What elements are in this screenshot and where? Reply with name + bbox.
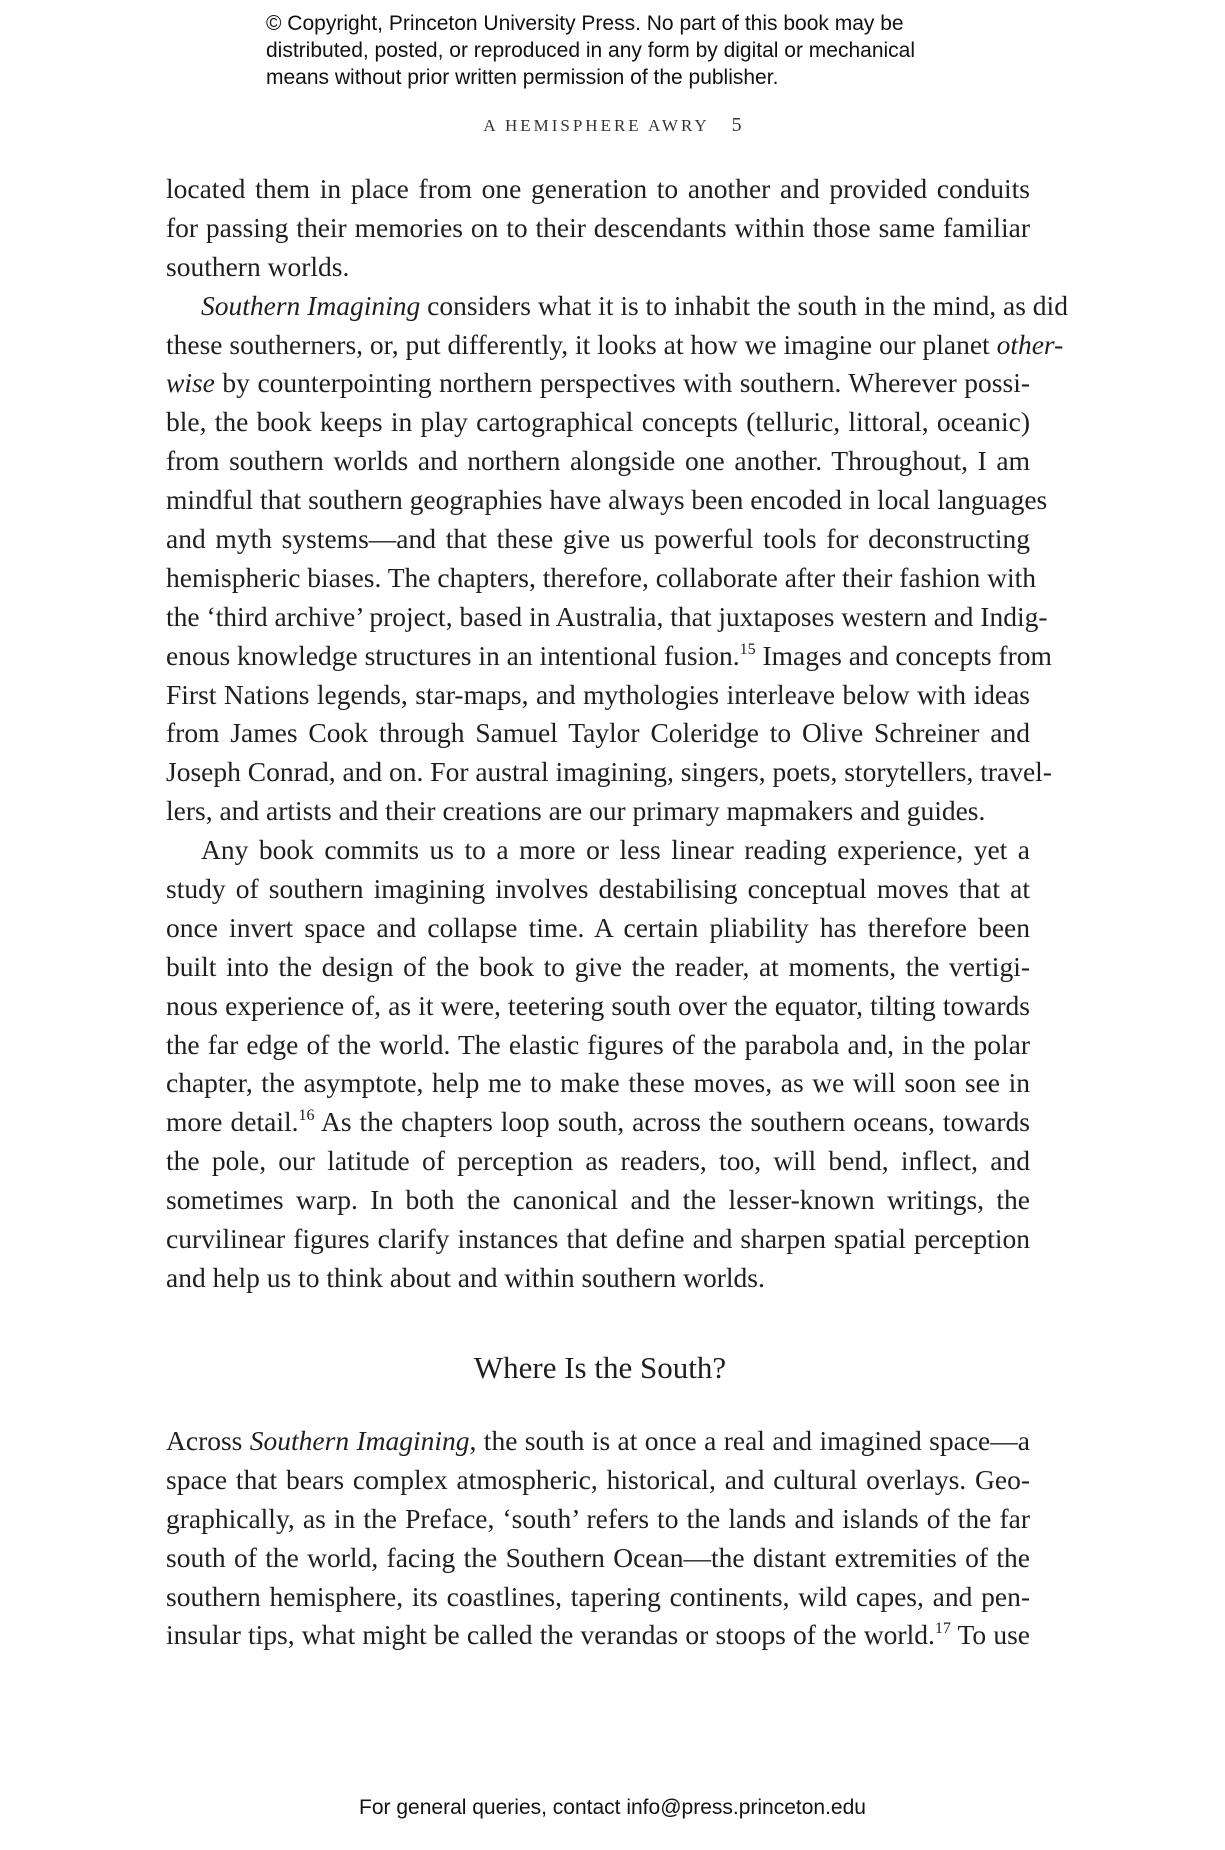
body-text-lower: [166, 1422, 1030, 1655]
text-line: more detail.$^{16}$ As the chapters loop south, across the southern oceans, towards: [166, 1106, 1030, 1138]
text-line: and myth systems—and that these give us powerful tools for deconstructing: [166, 523, 1030, 555]
text-line: enous knowledge structures in an intentional fusion.$^{15}$ Images and concepts from: [166, 639, 1052, 671]
running-head: [0, 114, 1225, 137]
copyright-notice-line: distributed, posted, or reproduced in any form by digital or mechanical: [266, 39, 916, 62]
text-line: located them in place from one generation to another and provided conduits: [166, 173, 1030, 204]
book-title: Southern Imagining: [201, 289, 421, 321]
text-line: Joseph Conrad, and on. For austral imagining, singers, poets, storytellers, travel-: [166, 756, 1052, 788]
book-title: Southern Imagining: [249, 1425, 470, 1456]
text-line: chapter, the asymptote, help me to make these moves, as we will soon see in: [166, 1067, 1030, 1099]
copyright-notice-line: © Copyright, Princeton University Press. No part of this book may be: [266, 12, 904, 35]
text-line: space that bears complex atmospheric, historical, and cultural overlays. Geo-: [166, 1463, 1030, 1495]
text-line: mindful that southern geographies have always been encoded in local languages: [166, 484, 1048, 516]
text-line: southern hemisphere, its coastlines, tapering continents, wild capes, and pen-: [166, 1580, 1030, 1612]
text-line: built into the design of the book to give the reader, at moments, the vertigi-: [166, 950, 1030, 982]
text-line: the ‘third archive’ project, based in Australia, that juxtaposes western and Indig-: [166, 600, 1048, 632]
footnote-marker: 16: [298, 1107, 315, 1125]
text-line: south of the world, facing the Southern Ocean—the distant extremities of the: [166, 1541, 1030, 1573]
copyright-notice-line: means without prior written permission of the publisher.: [266, 66, 779, 89]
footer-contact: For general queries, contact info@press.princeton.edu: [359, 1796, 866, 1819]
text-line: ble, the book keeps in play cartographical concepts (telluric, littoral, oceanic): [166, 406, 1030, 438]
section-heading: Where Is the South?: [473, 1350, 727, 1385]
text-line: these southerners, or, put differently, it looks at how we imagine our planet other-: [166, 328, 1064, 360]
text-line: lers, and artists and their creations are our primary mapmakers and guides.: [166, 795, 986, 827]
page-number: 5: [731, 114, 742, 136]
text-line: wise by counterpointing northern perspectives with southern. Wherever possi-: [166, 367, 1030, 399]
copyright-notice: [266, 10, 986, 91]
running-head-title: A HEMISPHERE AWRY: [483, 116, 710, 135]
text-line: the pole, our latitude of perception as readers, too, will bend, inflect, and: [166, 1145, 1030, 1177]
emphasis: other-: [996, 328, 1064, 360]
text-line: curvilinear figures clarify instances that define and sharpen spatial perception: [166, 1223, 1030, 1255]
text-line: hemispheric biases. The chapters, therefore, collaborate after their fashion with: [166, 561, 1036, 593]
text-line: southern worlds.: [166, 250, 350, 282]
text-line: from James Cook through Samuel Taylor Coleridge to Olive Schreiner and: [166, 717, 1030, 749]
text-line: Across Southern Imagining, the south is at once a real and imagined space—a: [166, 1425, 1030, 1456]
emphasis: wise: [166, 367, 215, 399]
text-line: Southern Imagining considers what it is to inhabit the south in the mind, as did: [201, 289, 1068, 321]
footnote-marker: 17: [934, 1620, 951, 1638]
body-text-upper: [166, 170, 1068, 1298]
text-line: once invert space and collapse time. A certain pliability has therefore been: [166, 911, 1030, 943]
text-line: and help us to think about and within southern worlds.: [166, 1261, 765, 1293]
footnote-marker: 15: [739, 640, 756, 658]
text-line: the far edge of the world. The elastic figures of the parabola and, in the polar: [166, 1028, 1030, 1060]
text-line: First Nations legends, star-maps, and mythologies interleave below with ideas: [166, 678, 1030, 710]
text-line: nous experience of, as it were, teetering south over the equator, tilting towards: [166, 989, 1030, 1021]
text-line: Any book commits us to a more or less linear reading experience, yet a: [201, 834, 1030, 866]
text-line: insular tips, what might be called the verandas or stoops of the world.$^{17}$ To use: [166, 1619, 1030, 1651]
text-line: from southern worlds and northern alongside one another. Throughout, I am: [166, 445, 1030, 477]
text-line: sometimes warp. In both the canonical and the lesser-known writings, the: [166, 1184, 1030, 1216]
text-line: graphically, as in the Preface, ‘south’ refers to the lands and islands of the far: [166, 1502, 1030, 1534]
text-line: study of southern imagining involves destabilising conceptual moves that at: [166, 873, 1030, 905]
text-line: for passing their memories on to their descendants within those same familiar: [166, 211, 1030, 243]
